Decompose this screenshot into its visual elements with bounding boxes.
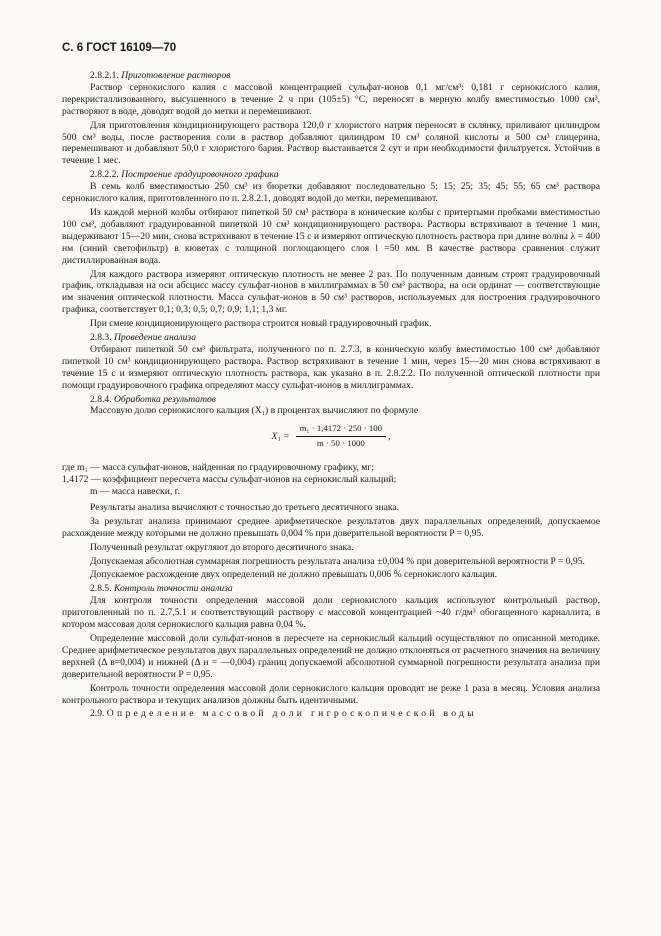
section-title: Определение массовой доли гигроскопической воды: [106, 708, 477, 720]
paragraph: Результаты анализа вычисляют с точностью до третьего десятичного знака.: [90, 501, 400, 513]
formula-denominator: m · 50 · 1000: [316, 438, 365, 449]
section-heading-2-8-5: [62, 583, 600, 595]
section-heading-2-8-2-1: [62, 70, 600, 82]
section-number: 2.8.2.2.: [90, 169, 119, 181]
where-line: 1,4172 — коэффициент пересчета массы сульфат-ионов на сернокислый кальций;: [62, 474, 397, 486]
formula-punctuation: ,: [388, 430, 391, 442]
page-header: С. 6 ГОСТ 16109—70: [62, 42, 177, 54]
where-line: где m₁ — масса сульфат-ионов, найденная по градуировочному графику, мг;: [62, 462, 374, 474]
paragraph: Для контроля точности определения массовой доли сернокислого кальция используют контрольный раствор, приготовленный по п. 2.7,5.1 и соответствующий раствору с массовой концентрацией ~40 г/дм³ обогащенного карналлита, в котором массовая доля сернокислого кальция равна 0,04 %.: [62, 595, 600, 631]
paragraph: В семь колб вместимостью 250 см³ из бюретки добавляют последовательно 5; 15; 25; 35; 45; 55; 65 см³ раствора сернокислого калия, приготовленного по п. 2.8.2.1, доводят водой до метки, перемешивают.: [62, 181, 600, 205]
section-heading-2-8-3: [62, 332, 600, 344]
document-body: [62, 70, 600, 720]
section-heading-2-8-4: [62, 394, 600, 406]
formula: [62, 423, 600, 450]
paragraph: Допускаемая абсолютная суммарная погрешность результата анализа ±0,004 % при доверительной вероятности P = 0,95.: [90, 555, 585, 567]
paragraph: Для каждого раствора измеряют оптическую плотность не менее 2 раз. По полученным данным строят градуировочный график, откладывая на оси абсцисс массу сульфат-ионов в миллиграммах в 50 см³ раствора, на оси ординат — соответствующие им значения оптической плотности. Масса сульфат-ионов в 50 см³ растворов, используемых для построения градуировочного графика, соответствует 0,1; 0,3; 0,5; 0,7; 0,9; 1,1; 1,3 мг.: [62, 268, 600, 316]
section-number: 2.8.3.: [90, 332, 112, 344]
paragraph: За результат анализа принимают среднее арифметическое результатов двух параллельных определений, допускаемое расхождение между которыми не должно превышать 0,004 % при доверительной вероятности P = 0,95.: [62, 515, 600, 539]
section-number: 2.8.4.: [90, 393, 112, 405]
section-title: Построение градуировочного графика: [121, 169, 279, 181]
section-number: 2.9.: [90, 708, 105, 720]
where-line: m — масса навески, г.: [90, 486, 180, 497]
formula-numerator: m₁ · 1,4172 · 250 · 100: [296, 423, 386, 437]
section-number: 2.8.2.1.: [90, 70, 119, 81]
formula-fraction: [296, 423, 386, 450]
paragraph: Полученный результат округляют до второго десятичного знака.: [90, 541, 354, 553]
paragraph: Раствор сернокислого калия с массовой концентрацией сульфат-ионов 0,1 мг/см³: 0,181 г сернокислого калия, перекристаллизованного, высушенного в течение 2 ч при (105±5) °С, переносят в мерную колбу вместимостью 1000 см³, растворяют в воде, доводят водой до метки и перемешивают.: [62, 81, 600, 117]
formula-lhs: X₁ =: [271, 430, 290, 442]
section-title: Приготовление растворов: [121, 70, 231, 81]
paragraph: Определение массовой доли сульфат-ионов в пересчете на сернокислый кальций осуществляют по описанной методике. Среднее арифметическое результатов двух параллельных определений не должно отклоняться от расчетного значения на величину верхней (Δ в=0,004) и нижней (Δ н = —0,004) границ допускаемой абсолютной суммарной погрешности результата анализа при доверительной вероятности P = 0,95.: [62, 632, 600, 680]
section-title: Контроль точности анализа: [114, 583, 233, 595]
paragraph: Для приготовления кондиционирующего раствора 120,0 г хлористого натрия переносят в склянку, приливают цилиндром 500 см³ воды, после растворения соли в раствор добавляют цилиндром 10 см³ соляной кислоты и 500 см³ глицерина, перемешивают и добавляют 50,0 г хлористого бария. Раствор выстаивается 2 сут и при необходимости фильтруется. Устойчив в течение 1 мес.: [62, 119, 600, 167]
paragraph: Массовую долю сернокислого кальция (X₁) в процентах вычисляют по формуле: [90, 405, 419, 417]
section-number: 2.8.5.: [90, 583, 112, 595]
section-title: Проведение анализа: [114, 332, 197, 344]
paragraph: Контроль точности определения массовой доли сернокислого кальция проводят не реже 1 раза в месяц. Условия анализа контрольного раствора и текущих анализов должны быть идентичными.: [62, 682, 600, 706]
paragraph: При смене кондиционирующего раствора строится новый градуировочный график.: [90, 318, 432, 330]
paragraph: Из каждой мерной колбы отбирают пипеткой 50 см³ раствора в конические колбы с притертыми пробками вместимостью 100 см³, добавляют градуированной пипеткой 10 см³ кондиционирующего раствора. Растворы встряхивают в течение 1 мин, выдерживают 15—20 мин, снова встряхивают в течение 15 с и измеряют оптическую плотность раствора при длине волны λ = 400 нм (синий светофильтр) в кюветах с толщиной поглощающего слоя l =50 мм. В качестве раствора сравнения служит дистиллированная вода.: [62, 206, 600, 266]
paragraph: Допускаемое расхождение двух определений не должно превышать 0,006 % сернокислого кальция.: [90, 569, 497, 581]
section-heading-2-9: [62, 708, 600, 720]
section-heading-2-8-2-2: [62, 169, 600, 181]
paragraph: Отбирают пипеткой 50 см³ фильтрата, полученного по п. 2.7.3, в коническую колбу вместимостью 100 см³ добавляют пипеткой 10 см³ кондиционирующего раствора. Раствор встряхивают в течение 1 мин, через 15—20 мин снова встряхивают в течение 15 с и измеряют оптическую плотность раствора, как указано в п. 2.8.2.2. По полученной оптической плотности при помощи градуировочного графика определяют массу сульфат-ионов в миллиграммах.: [62, 343, 600, 391]
section-title: Обработка результатов: [114, 393, 216, 405]
